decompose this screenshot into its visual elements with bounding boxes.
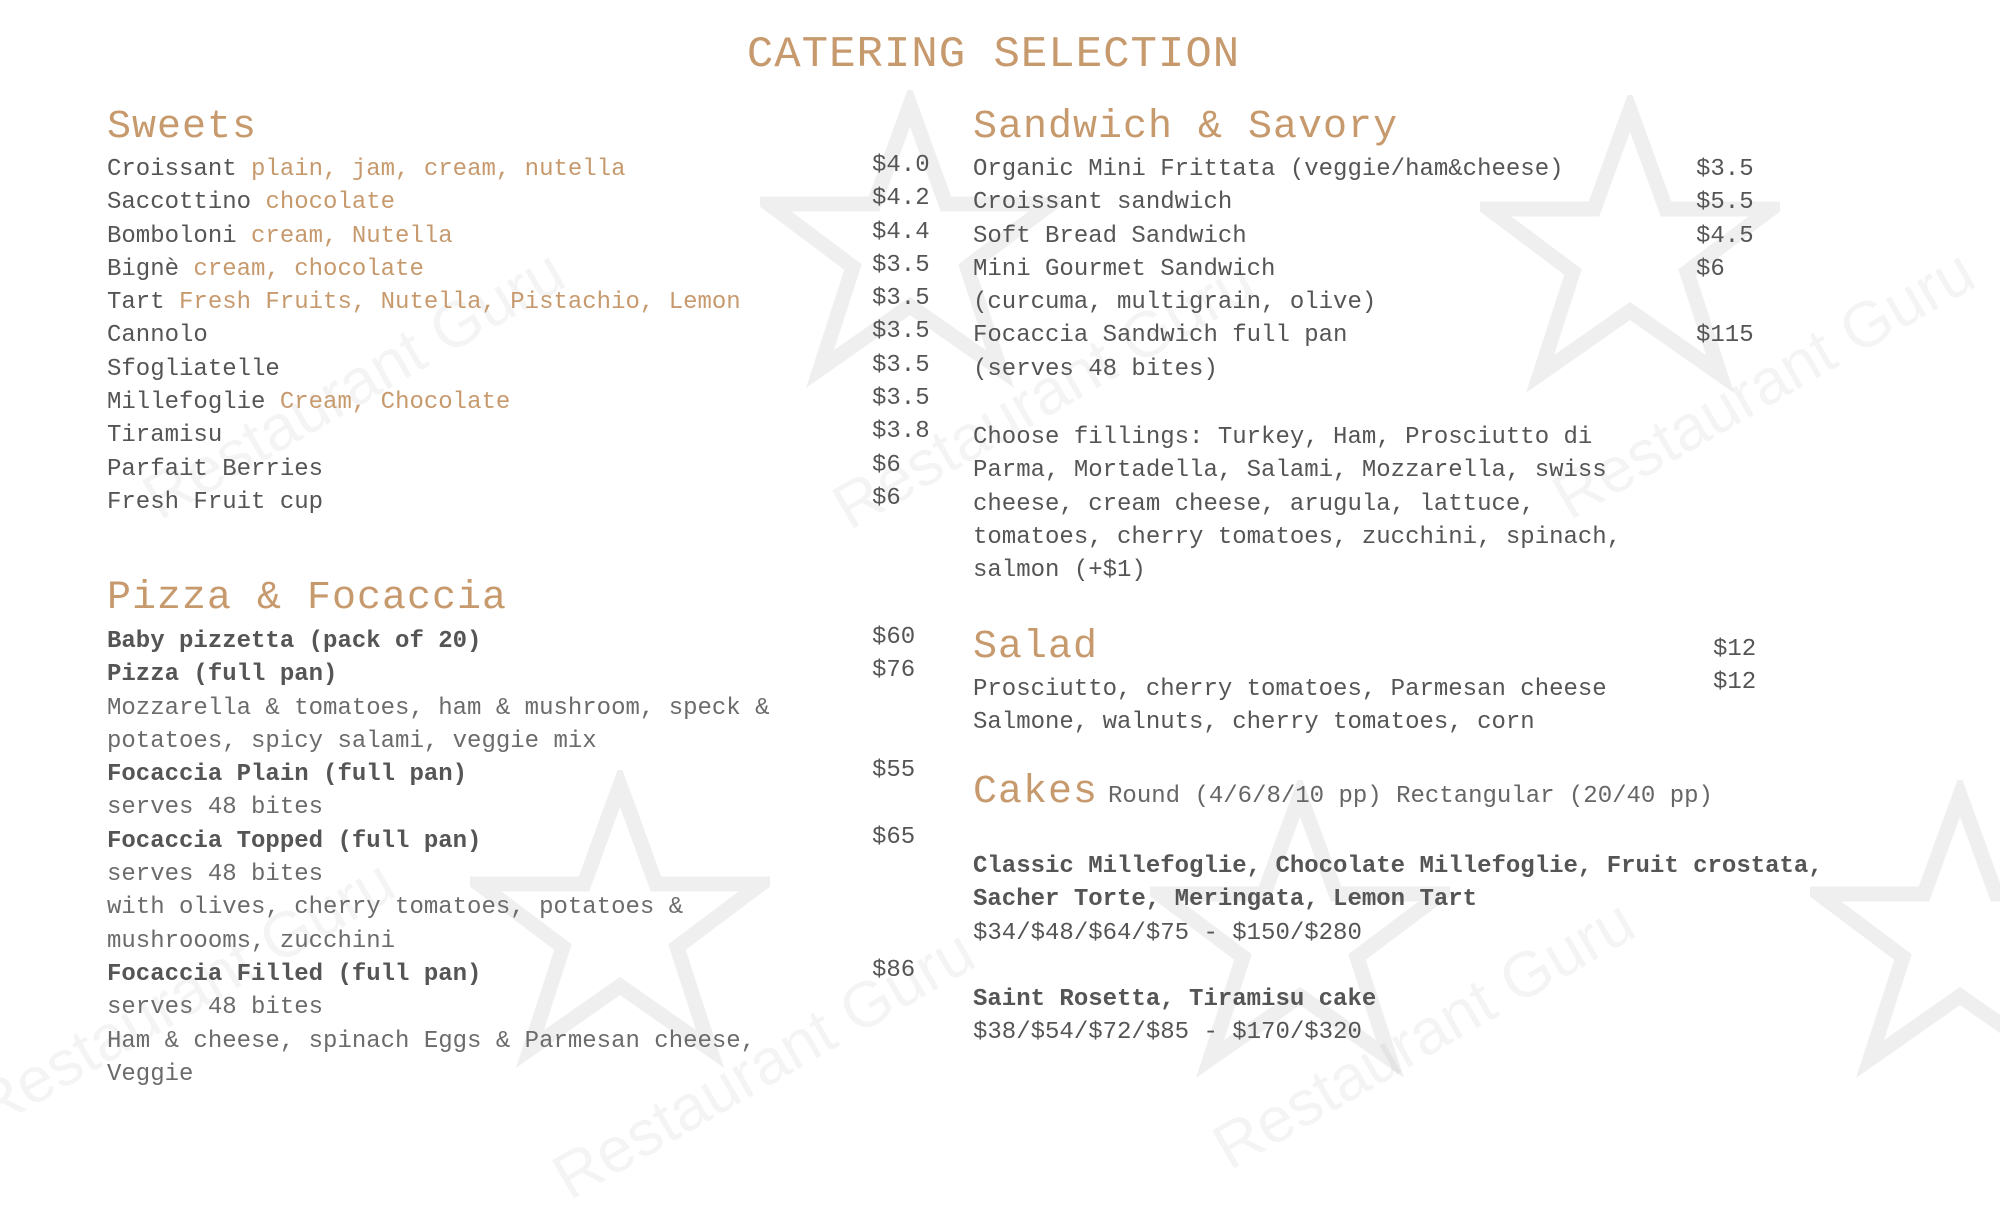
item-price: $86 xyxy=(872,956,916,984)
item-name: Tart xyxy=(107,289,165,317)
item-name: Soft Bread Sandwich xyxy=(973,222,1247,250)
menu-item-row xyxy=(107,353,937,386)
item-description: serves 48 bites xyxy=(107,794,324,822)
sweets-heading: Sweets xyxy=(107,105,258,150)
item-price: $4.5 xyxy=(1696,222,1754,250)
cake-names-line: Classic Millefoglie, Chocolate Millefoglie, Fruit crostata, xyxy=(973,853,1823,880)
item-name: Croissant xyxy=(107,156,237,183)
item-detail: Fresh Fruits, Nutella, Pistachio, Lemon xyxy=(179,289,741,317)
item-price: $4.4 xyxy=(872,218,930,246)
item-name: (curcuma, multigrain, olive) xyxy=(973,289,1377,317)
salad-heading: Salad xyxy=(973,625,1099,670)
item-name: Prosciutto, cherry tomatoes, Parmesan cheese xyxy=(973,676,1607,703)
item-description: Veggie xyxy=(107,1060,194,1088)
item-name: Sfogliatelle xyxy=(107,355,280,383)
menu-item-row xyxy=(107,925,937,958)
item-name: Croissant sandwich xyxy=(973,189,1233,217)
cake-prices: $34/$48/$64/$75 - $150/$280 xyxy=(973,919,1362,947)
menu-item-row xyxy=(107,220,937,253)
item-description: Mozzarella & tomatoes, ham & mushroom, speck & xyxy=(107,694,770,722)
item-price: $3.5 xyxy=(872,318,930,346)
menu-item-row xyxy=(107,386,937,419)
item-name: Millefoglie xyxy=(107,389,266,417)
item-price: $3.5 xyxy=(872,385,930,413)
fillings-line: Parma, Mortadella, Salami, Mozzarella, swiss xyxy=(973,457,1607,485)
cakes-heading: Cakes xyxy=(973,770,1099,815)
item-price: $4.2 xyxy=(872,185,930,213)
item-detail: cream, Nutella xyxy=(251,222,453,250)
item-price: $60 xyxy=(872,624,916,651)
item-description: Ham & cheese, spinach Eggs & Parmesan cheese, xyxy=(107,1027,756,1055)
menu-item-row xyxy=(107,486,937,519)
item-name: Mini Gourmet Sandwich xyxy=(973,255,1276,283)
menu-item-row xyxy=(107,253,937,286)
item-description: with olives, cherry tomatoes, potatoes & xyxy=(107,894,684,922)
menu-item-row xyxy=(107,692,937,725)
item-name: Parfait Berries xyxy=(107,455,324,483)
item-description: mushroooms, zucchini xyxy=(107,927,396,955)
fillings-line: tomatoes, cherry tomatoes, zucchini, spinach, xyxy=(973,523,1622,551)
cake-prices: $38/$54/$72/$85 - $170/$320 xyxy=(973,1019,1362,1047)
item-description: serves 48 bites xyxy=(107,994,324,1022)
menu-item-row xyxy=(107,658,937,691)
menu-item-row xyxy=(973,186,1763,219)
menu-item-row xyxy=(973,286,1763,319)
menu-item-row xyxy=(107,891,937,924)
sandwich-fillings xyxy=(973,421,1763,587)
item-price: $65 xyxy=(872,823,916,851)
item-name: Baby pizzetta (pack of 20) xyxy=(107,628,482,655)
item-name: Focaccia Filled (full pan) xyxy=(107,960,482,988)
item-price: $6 xyxy=(872,451,901,479)
item-name: Salmone, walnuts, cherry tomatoes, corn xyxy=(973,709,1535,737)
item-name: Focaccia Plain (full pan) xyxy=(107,761,468,789)
item-name: Tiramisu xyxy=(107,422,223,450)
sweets-list xyxy=(107,153,937,519)
item-price: $6 xyxy=(1696,255,1725,283)
menu-item-row xyxy=(107,791,937,824)
item-price: $3.5 xyxy=(872,285,930,313)
item-price: $115 xyxy=(1696,322,1754,350)
sandwich-heading: Sandwich & Savory xyxy=(973,105,1399,150)
menu-item-row xyxy=(107,319,937,352)
item-detail: cream, chocolate xyxy=(193,255,424,283)
page-title: CATERING SELECTION xyxy=(746,30,1241,80)
item-detail: Cream, Chocolate xyxy=(279,389,511,417)
menu-item-row xyxy=(973,153,1763,186)
item-name: Saccottino xyxy=(107,189,252,217)
item-name: Focaccia Topped (full pan) xyxy=(107,827,482,855)
menu-item-row xyxy=(107,958,937,991)
item-price: $6 xyxy=(872,484,901,512)
menu-item-row xyxy=(107,991,937,1024)
cake-names-line: Saint Rosetta, Tiramisu cake xyxy=(973,986,1377,1013)
sandwich-list xyxy=(973,153,1763,386)
menu-item-row xyxy=(107,286,937,319)
menu-item-row xyxy=(107,153,937,186)
menu-item-row xyxy=(107,1025,937,1058)
fillings-line: cheese, cream cheese, arugula, lattuce, xyxy=(973,490,1535,518)
menu-item-row xyxy=(107,758,937,791)
item-price: $4.0 xyxy=(872,152,930,179)
item-price: $3.5 xyxy=(872,251,930,279)
menu-item-row xyxy=(973,319,1763,352)
fillings-line: Choose fillings: Turkey, Ham, Prosciutto di xyxy=(973,424,1593,451)
menu-item-row xyxy=(973,253,1763,286)
pizza-list xyxy=(107,625,937,1091)
cakes-group-2 xyxy=(973,983,1973,1050)
item-name: (serves 48 bites) xyxy=(973,355,1218,383)
cakes-group-1 xyxy=(973,850,1973,950)
cakes-header xyxy=(973,770,1713,815)
item-name: Bignè xyxy=(107,255,180,283)
item-price: $3.8 xyxy=(872,418,930,446)
item-price: $76 xyxy=(872,657,916,685)
menu-item-row xyxy=(107,725,937,758)
menu-item-row xyxy=(973,353,1763,386)
item-name: Bomboloni xyxy=(107,222,237,250)
item-name: Focaccia Sandwich full pan xyxy=(973,322,1348,350)
menu-item-row xyxy=(107,1058,937,1091)
menu-item-row xyxy=(107,419,937,452)
item-price: $3.5 xyxy=(872,351,930,379)
menu-item-row xyxy=(107,825,937,858)
item-price: $3.5 xyxy=(1696,156,1754,183)
item-description: serves 48 bites xyxy=(107,861,324,889)
cakes-sizes: Round (4/6/8/10 pp) Rectangular (20/40 pp) xyxy=(1108,783,1713,810)
item-name: Organic Mini Frittata (veggie/ham&cheese) xyxy=(973,156,1564,183)
item-name: Cannolo xyxy=(107,322,208,350)
item-name: Pizza (full pan) xyxy=(107,661,338,689)
item-detail: chocolate xyxy=(265,189,396,217)
item-price: $55 xyxy=(872,757,916,785)
item-description: potatoes, spicy salami, veggie mix xyxy=(107,727,597,755)
pizza-heading: Pizza & Focaccia xyxy=(107,576,508,621)
menu-item-row xyxy=(107,858,937,891)
menu-item-row xyxy=(973,220,1763,253)
item-detail: plain, jam, cream, nutella xyxy=(251,156,626,183)
item-price: $5.5 xyxy=(1696,189,1754,217)
menu-item-row xyxy=(107,186,937,219)
menu-item-row xyxy=(107,625,937,658)
item-price: $12 xyxy=(1713,669,1757,697)
cake-names-line: Sacher Torte, Meringata, Lemon Tart xyxy=(973,886,1478,914)
item-price: $12 xyxy=(1713,636,1757,663)
fillings-line: salmon (+$1) xyxy=(973,557,1146,585)
menu-item-row xyxy=(107,453,937,486)
item-name: Fresh Fruit cup xyxy=(107,488,324,516)
